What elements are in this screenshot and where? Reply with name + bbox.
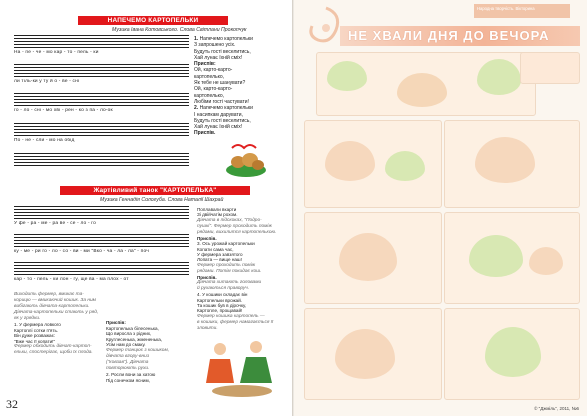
song1-lyric-line: го - ло - сні - мо хві - рен - ко з па - ло-ок (14, 108, 113, 113)
chorus-label: Приспів. (197, 274, 217, 280)
text-line: Та кошик був в дірочку, (197, 303, 247, 309)
staff-line (14, 206, 189, 220)
text-line: 4. У кошики складає він (197, 292, 248, 298)
text-line: ельки, спостерігає, щоби їх плода. (14, 350, 93, 356)
caption-box (520, 52, 580, 84)
staff-line (14, 153, 189, 167)
text-line: Картопле, прощавай! (197, 308, 243, 314)
text-line: вибігають дівчата-картопельки. (14, 304, 90, 309)
section-strip: Народна творчість. Вікторина (474, 4, 570, 18)
text-line: "Вже час її копати!" (14, 338, 56, 344)
comic-panel (444, 120, 580, 208)
staff-line (14, 262, 189, 276)
verse-line: Хай лунає їхній сміх! (194, 124, 243, 131)
staff-line (14, 123, 189, 137)
text-line: Дівчата-картопельки стають у ряд, (14, 310, 99, 315)
text-line: рядами. Потім покидає кош. (197, 268, 262, 274)
verse-number: 1. (194, 36, 199, 42)
text-line: 1. У фермера ловкого (14, 322, 61, 327)
left-page (0, 0, 293, 416)
song2-lyric-line: кар - то - пель - ки лон - гу, ще ва - ма плох - от (14, 277, 129, 282)
text-line: Лопата — вище наш! (197, 257, 242, 263)
text-line: Дівчата в підскоках, "Подро- (197, 217, 262, 223)
text-line: дівчата вгору-вниз (106, 353, 150, 359)
text-line: як у грядки. (14, 316, 41, 321)
text-line: ("ковзав"). Дівчата (106, 359, 149, 365)
song2-bottom-left (14, 292, 104, 356)
publication-footer: © "Джміль", 2011, №6 (534, 406, 579, 411)
verse-line: Хай лунає їхній сміх! (194, 54, 243, 61)
song2-bottom-middle (106, 320, 196, 383)
song2-banner: Жартівливий танок "КАРТОПЕЛЬКА" (60, 186, 250, 195)
text-line: рядами, вихилится картопелькою. (197, 229, 277, 235)
text-line: Фермер проходить поміж (197, 262, 256, 268)
staff-line (14, 93, 189, 107)
text-line: Що виросла з рідних, (106, 331, 152, 337)
text-line: Круглесенька, жмененька, (106, 336, 163, 342)
comic-panel (304, 120, 442, 208)
verse-line: Будуть гості веселитись, (194, 48, 251, 55)
song2-credits: Музика Геннадія Сологуба. Слова Наталії Шахрай (100, 197, 224, 203)
verse-line: Ой, карто-карто- (194, 67, 233, 74)
text-line: Фермер обходить дівчат-картоп- (14, 344, 92, 350)
text-line: Картопельки врожай. (197, 297, 243, 303)
song1-lyric-line: ли тіль-ки у ту й о - ве - сні (14, 79, 80, 84)
text-line: Виходить фермер, вмикає та- (14, 292, 84, 297)
text-line: 2. Росли вони за хатою (106, 371, 156, 377)
chorus-label: Приспів. (197, 235, 217, 241)
text-line: Поплавали вкарти (197, 207, 237, 212)
text-line: Дівчата хитають головами (197, 280, 262, 286)
text-line: в кошики, фермер намагається її (197, 319, 273, 325)
song1-lyric-line: На - пе - че - мо кар - то - пель - ки (14, 50, 99, 55)
verse-line: Напечемо картопельки (199, 105, 253, 112)
song1-lyric-line: По - не - сли - мо на обід (14, 138, 75, 143)
verse-line: картопелько, (194, 73, 225, 80)
staff-line (14, 64, 189, 78)
staff-line (14, 35, 189, 49)
text-line: Картоплі сотки п'ять. (14, 327, 59, 333)
text-line: Картопелька білесенька, (106, 325, 159, 331)
comic-panel (316, 52, 536, 116)
verse-line: картопелько, (194, 92, 225, 99)
verse-line: Любіми гості частувати! (194, 98, 249, 105)
song1-verses (194, 36, 286, 137)
text-line: Фермер кошика картопель — (197, 313, 265, 319)
potato-bowl-illustration (222, 140, 270, 180)
right-page (294, 0, 587, 416)
text-line: повторюють рухи. (106, 365, 150, 371)
chorus-label: Приспів: (194, 61, 216, 68)
text-line: Усім нам до смаку. (106, 342, 146, 348)
text-line: Зі двійчатім рохом. (197, 212, 238, 218)
song1-banner: НАПЕЧЕМО КАРТОПЕЛЬКИ (78, 16, 228, 25)
verse-line: З запрошено усіх. (194, 42, 236, 49)
comic-panel (304, 212, 442, 304)
comic-panel (304, 308, 442, 400)
chorus-label: Приспів. (194, 130, 216, 137)
verse-line: Напечемо картопельки (199, 36, 253, 42)
dancing-children-illustration (198, 335, 288, 405)
song1-credits: Музика Івана Котовського. Слова Світлани Прокопчук (112, 27, 247, 33)
text-line: Фермер танцює з кошиком, (106, 347, 170, 353)
verse-number: 2. (194, 105, 199, 112)
text-line: Під сонечком ясним, (106, 377, 150, 383)
comic-panel (444, 308, 580, 400)
comic-panel (444, 212, 580, 304)
text-line: й рухаються праворуч. (197, 286, 250, 292)
verse-line: Будуть гості веселитись, (194, 117, 251, 124)
page-title: НЕ ХВАЛИ ДНЯ ДО ВЕЧОРА (340, 26, 580, 46)
text-line: пушкі". Фермер проходить поміж (197, 223, 272, 229)
page-number: 32 (6, 397, 18, 411)
chorus-label: Приспів: (106, 320, 126, 325)
text-line: 3. Ось урожай картопельки (197, 241, 255, 247)
text-line: У фермера завзятого (197, 252, 243, 258)
staff-line (14, 234, 189, 248)
verse-line: Ой, карто-карто- (194, 86, 233, 93)
song2-lyric-line: У фе - ра - ме - ра ве - се - ло - го (14, 221, 97, 226)
song2-right-column (197, 207, 289, 332)
verse-line: Як тебе не шанувати? (194, 80, 246, 87)
text-line: Копати сама час, (197, 246, 234, 252)
text-line: зловити. (197, 325, 218, 331)
text-line: корицю — вмикаючий кошик. За ним (14, 298, 96, 303)
verse-line: І насипкам дарувати, (194, 111, 243, 118)
song2-lyric-line: ку - ме - ри го - ло - со - ви - ми "Вко - ча - ла - ла" - поч (14, 249, 149, 254)
text-line: Він дуже розважає: (14, 333, 56, 339)
